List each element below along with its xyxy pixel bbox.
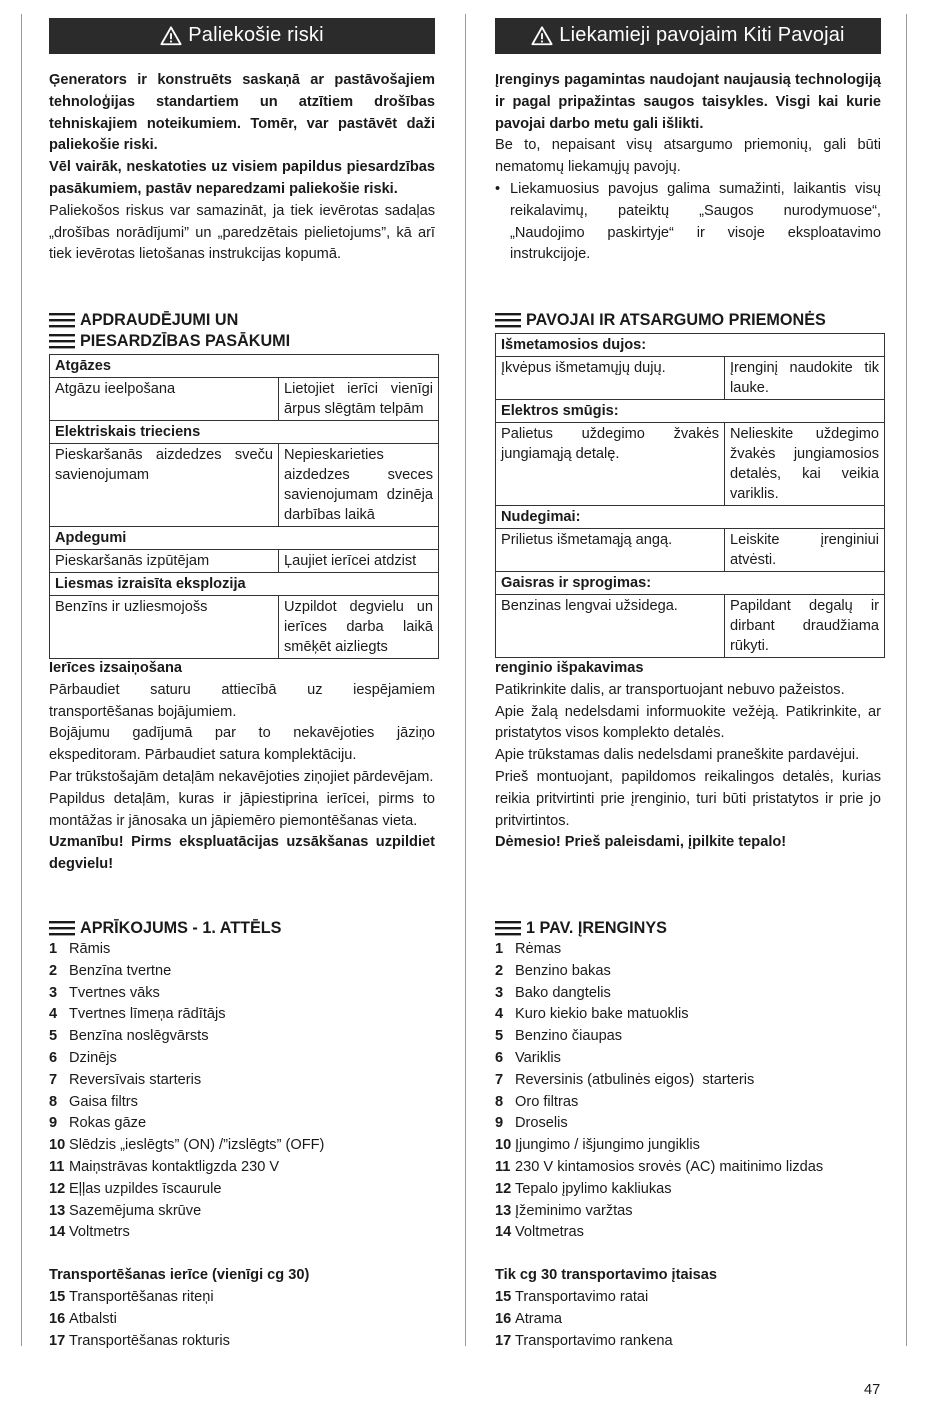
list-item: 11 Maiņstrāvas kontaktligzda 230 V: [49, 1158, 280, 1175]
list-item: 13 Sazemējuma skrūve: [49, 1202, 202, 1219]
unpacking-para: Pārbaudiet saturu attiecībā uz iespējamiem transportēšanas bojājumiem.: [49, 681, 435, 720]
warning-header-lv: [49, 18, 435, 54]
unpacking-title-lt: renginio išpakavimas: [495, 660, 644, 676]
list-item: 12 Tepalo įpylimo kakliukas: [495, 1180, 672, 1197]
unpacking-para: Patikrinkite dalis, ar transportuojant nebuvo pažeistos.: [495, 681, 845, 698]
right-margin-rule: [906, 14, 907, 1346]
list-item: 9 Rokas gāze: [49, 1115, 147, 1132]
list-item: 1 Rėmas: [495, 941, 562, 957]
list-item: 6 Dzinējs: [49, 1049, 117, 1066]
table-group-header: Elektros smūgis:: [496, 400, 885, 423]
list-item: 10 Slēdzis „ieslēgts” (ON) /”izslēgts” (OFF): [49, 1137, 325, 1154]
list-item: 3 Bako dangtelis: [495, 984, 611, 1001]
list-item: 8 Oro filtras: [495, 1093, 579, 1110]
table-row: Palietus uždegimo žvakės jungiamąją detalę. Nelieskite uždegimo žvakės jungiamosios detalės, kai veikia variklis.: [496, 423, 885, 506]
equipment-title-lv: APRĪKOJUMS - 1. ATTĒLS: [49, 918, 435, 939]
transport-title-lt: Tik cg 30 transportavimo įtaisas: [495, 1267, 717, 1284]
list-item: 2 Benzīna tvertne: [49, 962, 172, 979]
unpacking-warning-lt: Dėmesio! Prieš paleisdami, įpilkite tepalo!: [495, 834, 787, 851]
list-item: 6 Variklis: [495, 1049, 561, 1066]
table-group-header: Nudegimai:: [496, 506, 885, 529]
precautions-title-lv: [49, 310, 435, 352]
table-row: Pieskaršanās aizdedzes sveču savienojumam Nepieskarieties aizdedzes sveces savienojumam dzinēja darbības laikā: [50, 444, 439, 527]
precautions-title-lt: PAVOJAI IR ATSARGUMO PRIEMONĖS: [495, 310, 881, 331]
table-row: Pieskaršanās izpūtējam Ļaujiet ierīcei atdzist: [50, 550, 439, 573]
unpacking-section-lt: [495, 658, 881, 854]
table-row: Prilietus išmetamąją angą. Leiskite įrenginiui atvėsti.: [496, 529, 885, 572]
page-number: 47: [864, 1382, 881, 1398]
table-row: Įkvėpus išmetamųjų dujų. Įrenginį naudokite tik lauke.: [496, 357, 885, 400]
warning-title-lt: Liekamieji pavojaim Kiti Pavojai: [559, 24, 845, 47]
list-item: 4 Kuro kiekio bake matuoklis: [495, 1006, 689, 1023]
unpacking-title-lv: Ierīces izsaiņošana: [49, 660, 183, 676]
list-item: 9 Droselis: [495, 1115, 568, 1132]
list-item: 17 Transportavimo rankena: [495, 1332, 673, 1349]
precautions-section-lv: [49, 310, 435, 659]
section-menu-icon: [495, 310, 521, 330]
list-item: 2 Benzino bakas: [495, 962, 611, 979]
unpacking-para: Apie žalą nedelsdami informuokite vežėją. Patikrinkite, ar pristatytos visos komplekto detalės.: [495, 703, 881, 742]
warning-triangle-icon: [160, 25, 182, 47]
warning-normal-text-lt: Be to, nepaisant visų atsargumo priemonių, gali būti nematomų liekamųjų pavojų.: [495, 137, 881, 176]
table-row: Atgāzu ieelpošana Lietojiet ierīci vienīgi ārpus slēgtām telpām: [50, 378, 439, 421]
list-item: 15 Transportēšanas riteņi: [49, 1288, 214, 1305]
list-item: 8 Gaisa filtrs: [49, 1093, 138, 1110]
precautions-section-lt: [495, 310, 881, 658]
transport-list-lv: [49, 1287, 435, 1352]
list-item: 10 Įjungimo / išjungimo jungiklis: [495, 1137, 700, 1154]
table-group-header: Atgāzes: [50, 355, 439, 378]
warning-bold-text-lt: Įrenginys pagamintas naudojant naujausią technologiją ir pagal pripažintas saugos taisykles. Visgi kai kurie pavojai darbo metu gali išlikti.: [495, 72, 881, 132]
table-group-header: Elektriskais trieciens: [50, 421, 439, 444]
list-item: 14 Voltmetras: [495, 1224, 584, 1241]
section-menu-icon: [49, 918, 75, 938]
equipment-section-lt: [495, 918, 881, 1352]
transport-title-lv: Transportēšanas ierīce (vienīgi cg 30): [49, 1267, 310, 1284]
warning-bold-text-lv: Ģenerators ir konstruēts saskaņā ar pastāvošajiem tehnoloģijas standartiem un atzītiem drošības tehniskajiem noteikumiem. Tomēr, var pastāvēt daži paliekošie riski. Vēl vairāk, neskatoties uz visiem papildus piesardzības pasākumiem, pastāv neparedzami paliekošie riski.: [49, 72, 435, 197]
list-item: 3 Tvertnes vāks: [49, 984, 160, 1001]
table-group-header: Išmetamosios dujos:: [496, 334, 885, 357]
table-group-header: Gaisras ir sprogimas:: [496, 572, 885, 595]
unpacking-para: Par trūkstošajām detaļām nekavējoties ziņojiet pārdevējam.: [49, 768, 434, 785]
residual-risk-section-lt: [495, 18, 881, 266]
warning-bullet-list-lt: [495, 179, 881, 266]
list-item: 16 Atrama: [495, 1310, 563, 1327]
warning-normal-text-lv: Paliekošos riskus var samazināt, ja tiek ievērotas sadaļas „drošības norādījumi” un „paredzētais pielietojums”, kā arī tiek ievērotas lietošanas instrukcijas kopumā.: [49, 202, 435, 263]
left-margin-rule: [21, 14, 22, 1346]
list-item: 11 230 V kintamosios srovės (AC) maitinimo lizdas: [495, 1158, 824, 1175]
list-item: 16 Atbalsti: [49, 1310, 117, 1327]
table-group-header: Liesmas izraisīta eksplozija: [50, 573, 439, 596]
equipment-list-lv: [49, 939, 435, 1244]
table-group-header: Apdegumi: [50, 527, 439, 550]
transport-list-lt: [495, 1287, 881, 1352]
equipment-list-lt: [495, 939, 881, 1244]
list-item: 7 Reversinis (atbulinės eigos) starteris: [495, 1071, 755, 1088]
precautions-table-lv: [49, 354, 439, 659]
equipment-title-lt: 1 PAV. ĮRENGINYS: [495, 918, 881, 939]
list-item: 13 Įžeminimo varžtas: [495, 1202, 633, 1219]
list-item: 12 Eļļas uzpildes īscaurule: [49, 1180, 222, 1197]
list-item: 4 Tvertnes līmeņa rādītājs: [49, 1006, 226, 1023]
list-item: 1 Rāmis: [49, 941, 111, 957]
list-item: 15 Transportavimo ratai: [495, 1288, 649, 1305]
center-column-rule: [465, 14, 466, 1346]
precautions-table-lt: [495, 333, 885, 658]
warning-header-lt: [495, 18, 881, 54]
unpacking-para: Bojājumu gadījumā par to nekavējoties jāziņo ekspeditoram. Pārbaudiet satura komplektāciju.: [49, 725, 435, 764]
table-row: Benzīns ir uzliesmojošs Uzpildot degvielu un ierīces darba laikā smēķēt aizliegts: [50, 596, 439, 659]
list-item: 5 Benzīna noslēgvārsts: [49, 1028, 209, 1045]
residual-risk-section-lv: [49, 18, 435, 266]
list-item: 5 Benzino čiaupas: [495, 1028, 623, 1045]
warning-title-lv: Paliekošie riski: [188, 24, 324, 47]
section-menu-icon: [49, 310, 75, 352]
unpacking-para: Apie trūkstamas dalis nedelsdami praneškite pardavėjui.: [495, 747, 860, 764]
unpacking-para: Prieš montuojant, papildomos reikalingos detalės, kurias reikia pritvirtinti prie įrenginio, turi būti pristatytos ir prie jo pritvirtintos.: [495, 768, 881, 829]
table-row: Benzinas lengvai užsidega. Papildant degalų ir dirbant draudžiama rūkyti.: [496, 595, 885, 658]
precautions-title-line1-lv: APDRAUDĒJUMI UN: [80, 311, 239, 329]
list-item: 7 Reversīvais starteris: [49, 1071, 202, 1088]
precautions-title-line2-lv: PIESARDZĪBAS PASĀKUMI: [80, 332, 291, 350]
list-item: 14 Voltmetrs: [49, 1224, 130, 1241]
equipment-section-lv: [49, 918, 435, 1352]
list-item: • Liekamuosius pavojus galima sumažinti, laikantis visų reikalavimų, pateiktų „Saugos nurodymuose“, „Naudojimo paskirtyje“ ir visoje eksploatavimo instrukcijoje.: [495, 179, 881, 266]
list-item: 17 Transportēšanas rokturis: [49, 1332, 230, 1349]
unpacking-section-lv: [49, 658, 435, 876]
section-menu-icon: [495, 918, 521, 938]
unpacking-warning-lv: Uzmanību! Pirms ekspluatācijas uzsākšanas uzpildiet degvielu!: [49, 834, 435, 873]
unpacking-para: Papildus detaļām, kuras ir jāpiestiprina ierīcei, pirms to montāžas ir jānosaka un jāpiemēro piemontēšanas vieta.: [49, 790, 435, 829]
warning-triangle-icon: [531, 25, 553, 47]
